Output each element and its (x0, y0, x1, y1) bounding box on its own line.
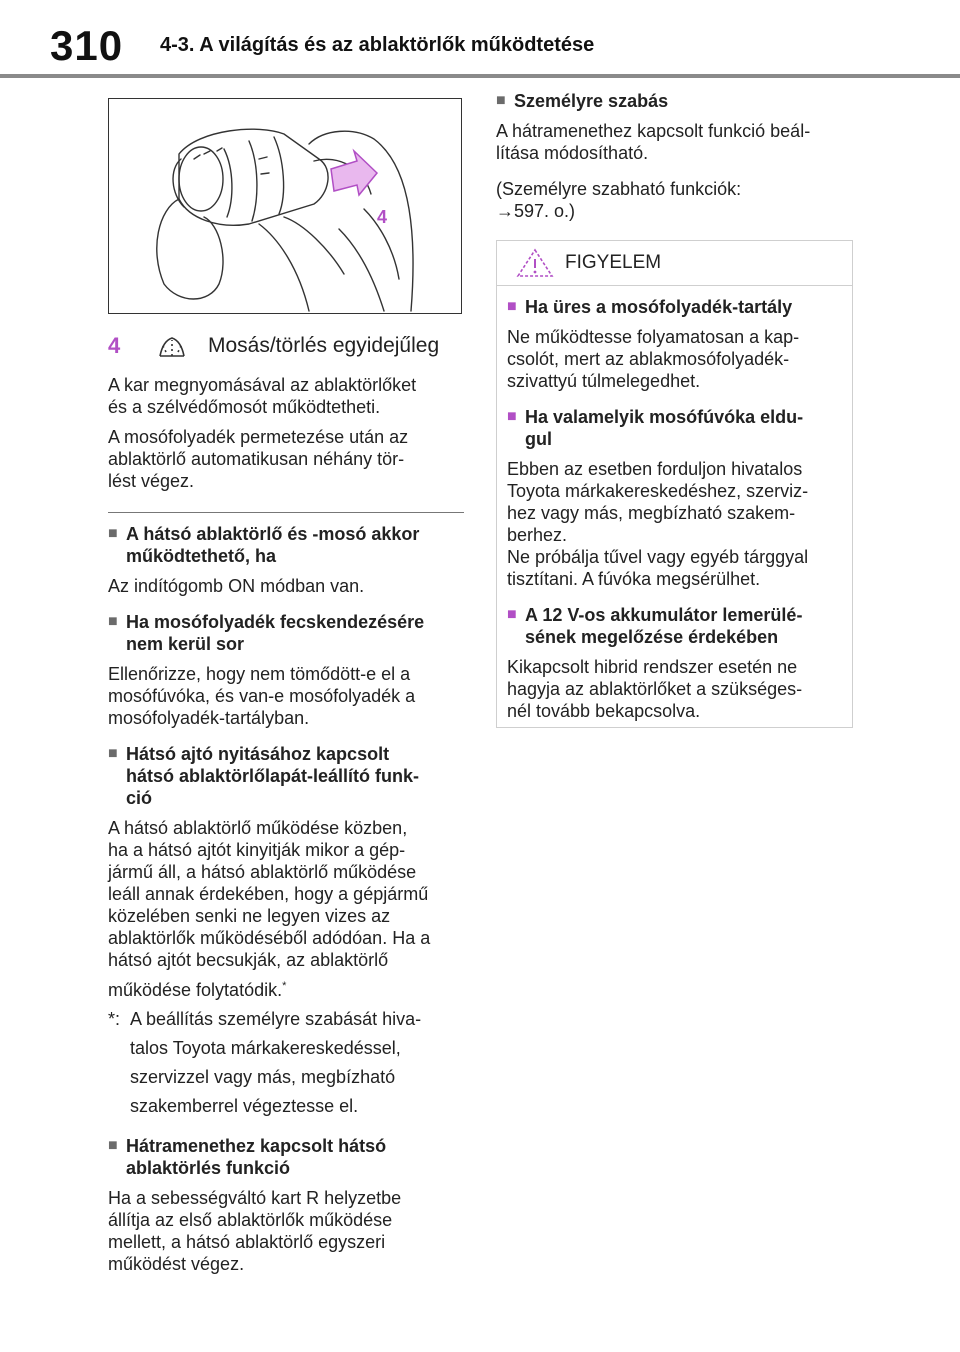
section-heading: ■ Hátramenethez kapcsolt hátsó ablaktörlés funkció (108, 1136, 387, 1178)
warning-item-body: Kikapcsolt hibrid rendszer esetén ne hagyja az ablaktörlőket a szükséges- nél tovább bekapcsolva. (507, 657, 803, 721)
chapter-title: 4-3. A világítás és az ablaktörlők működtetése (160, 34, 595, 56)
square-bullet-icon: ■ (507, 298, 517, 315)
header-rule (0, 74, 960, 78)
section-heading: ■ Ha mosófolyadék fecskendezésére nem kerül sor (108, 612, 425, 654)
item-4-desc-2: A mosófolyadék permetezése után az ablaktörlő automatikusan néhány tör- lést végez. (108, 427, 409, 491)
left-column (108, 326, 468, 1275)
section-body-last: működése folytatódik.* (108, 980, 287, 1000)
lever-hand-drawing (109, 99, 460, 312)
square-bullet-icon: ■ (108, 525, 118, 542)
square-bullet-icon: ■ (108, 1137, 118, 1154)
warning-item-body: Ebben az esetben forduljon hivatalos Toyota márkakereskedéshez, szerviz- hez vagy más, megbízható szakem- berhez. Ne próbálja tűvel vagy egyéb tárggyal tisztítani. A fúvóka megsérülhet. (507, 459, 809, 589)
section-heading: ■ A hátsó ablaktörlő és -mosó akkor működtethető, ha (108, 524, 420, 566)
section-body: Ellenőrizze, hogy nem tömődött-e el a mosófúvóka, és van-e mosófolyadék a mosófolyadék-tartályban. (108, 664, 416, 728)
washer-spray-icon (152, 330, 192, 362)
footnote: *: A beállítás személyre szabását hiva- talos Toyota márkakereskedéssel, szervizzel vagy más, megbízható szakemberrel végeztesse el. (108, 1005, 468, 1121)
footnote-mark: *: (108, 1009, 121, 1029)
square-bullet-icon: ■ (108, 745, 118, 762)
square-bullet-icon: ■ (496, 92, 506, 109)
warning-item-heading: ■ A 12 V-os akkumulátor lemerülé- sének megelőzése érdekében (507, 605, 803, 647)
warning-title: FIGYELEM (565, 252, 662, 273)
section-body: (Személyre szabható funkciók: →597. o.) (496, 179, 742, 221)
callout-number: 4 (377, 207, 388, 227)
item-4-desc-1: A kar megnyomásával az ablaktörlőket és a szélvédőmosót működtetheti. (108, 375, 417, 417)
page-number: 310 (50, 22, 124, 69)
item-number: 4 (108, 333, 121, 358)
right-column (496, 90, 856, 222)
item-4-label: Mosás/törlés egyidejűleg (208, 334, 440, 357)
warning-item-body: Ne működtesse folyamatosan a kap- csolót, mert az ablakmosófolyadék- szivattyú túlmelegedhet. (507, 327, 800, 391)
section-body: Ha a sebességváltó kart R helyzetbe állítja az első ablaktörlők működése mellett, a hátsó ablaktörlő egyszeri működést végez. (108, 1188, 402, 1274)
wiper-lever-illustration (108, 98, 462, 314)
warning-box (496, 240, 853, 728)
section-heading: ■ Személyre szabás (496, 91, 669, 111)
section-heading: ■ Hátsó ajtó nyitásához kapcsolt hátsó ablaktörlőlapát-leállító funk- ció (108, 744, 420, 808)
section-body: A hátsó ablaktörlő működése közben, ha a hátsó ajtót kinyitják mikor a gép- jármű áll, a hátsó ablaktörlő működése leáll annak érdekében, hogy a gépjármű közelében senki ne legyen vizes az ablaktörlők működéséből adódóan. Ha a hátsó ajtót becsukják, az ablaktörlő (108, 818, 431, 970)
warning-header (497, 241, 852, 286)
square-bullet-icon: ■ (108, 613, 118, 630)
page-header (0, 0, 960, 80)
section-body: A hátramenethez kapcsolt funkció beál- lítása módosítható. (496, 121, 811, 163)
square-bullet-icon: ■ (507, 606, 517, 623)
warning-item-heading: ■ Ha üres a mosófolyadék-tartály (507, 297, 793, 317)
warning-triangle-icon (515, 247, 555, 279)
section-body: Az indítógomb ON módban van. (108, 576, 365, 596)
warning-item-heading: ■ Ha valamelyik mosófúvóka eldu- gul (507, 407, 804, 449)
square-bullet-icon: ■ (507, 408, 517, 425)
warning-body (497, 286, 852, 722)
push-arrow-icon (331, 151, 377, 195)
item-4-row (108, 326, 468, 366)
